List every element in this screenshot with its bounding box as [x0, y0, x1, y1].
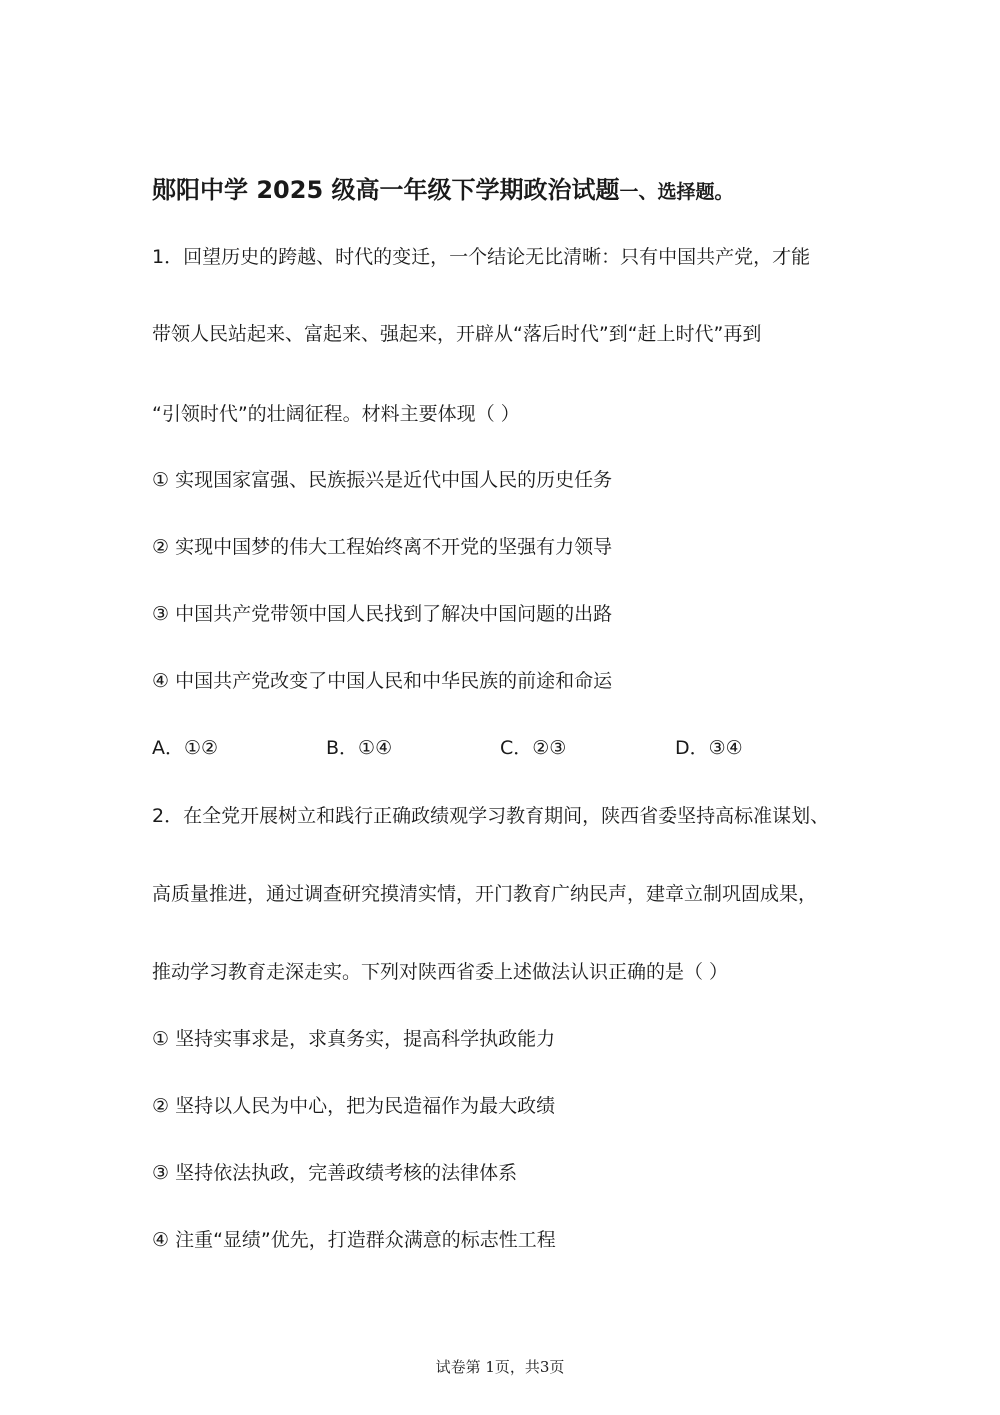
q2-stem-line-2: 高质量推进，通过调查研究摸清实情，开门教育广纳民声，建章立制巩固成果，: [152, 883, 818, 905]
q1-statement-2: ② 实现中国梦的伟大工程始终离不开党的坚强有力领导: [152, 536, 613, 558]
section-heading: 一、选择题。: [619, 181, 734, 203]
q2-statement-3: ③ 坚持依法执政，完善政绩考核的法律体系: [152, 1162, 518, 1184]
q1-stem-line-3: “引领时代”的壮阔征程。材料主要体现（ ）: [152, 403, 520, 425]
page-footer: 试卷第 1页，共3页: [435, 1358, 565, 1376]
q2-statement-1: ① 坚持实事求是，求真务实，提高科学执政能力: [152, 1028, 556, 1050]
q2-stem-line-1: 2．在全党开展树立和践行正确政绩观学习教育期间，陕西省委坚持高标准谋划、: [152, 805, 830, 827]
exam-title: [152, 170, 734, 205]
q1-choice-b[interactable]: B．①④: [326, 737, 393, 759]
q1-statement-1: ① 实现国家富强、民族振兴是近代中国人民的历史任务: [152, 469, 613, 491]
q1-choice-d[interactable]: D．③④: [675, 737, 743, 759]
title-main: 郧阳中学 2025 级高一年级下学期政治试题: [152, 176, 620, 204]
q1-stem-line-1: 1．回望历史的跨越、时代的变迁，一个结论无比清晰：只有中国共产党，才能: [152, 246, 811, 268]
q1-statement-3: ③ 中国共产党带领中国人民找到了解决中国问题的出路: [152, 603, 613, 625]
q1-choice-a[interactable]: A．①②: [152, 737, 219, 759]
q1-stem-line-2: 带领人民站起来、富起来、强起来，开辟从“落后时代”到“赶上时代”再到: [152, 323, 762, 345]
q1-statement-4: ④ 中国共产党改变了中国人民和中华民族的前途和命运: [152, 670, 613, 692]
q2-stem-line-3: 推动学习教育走深走实。下列对陕西省委上述做法认识正确的是（ ）: [152, 961, 729, 983]
q2-statement-4: ④ 注重“显绩”优先，打造群众满意的标志性工程: [152, 1229, 556, 1251]
q2-statement-2: ② 坚持以人民为中心，把为民造福作为最大政绩: [152, 1095, 556, 1117]
q1-choice-c[interactable]: C．②③: [500, 737, 567, 759]
